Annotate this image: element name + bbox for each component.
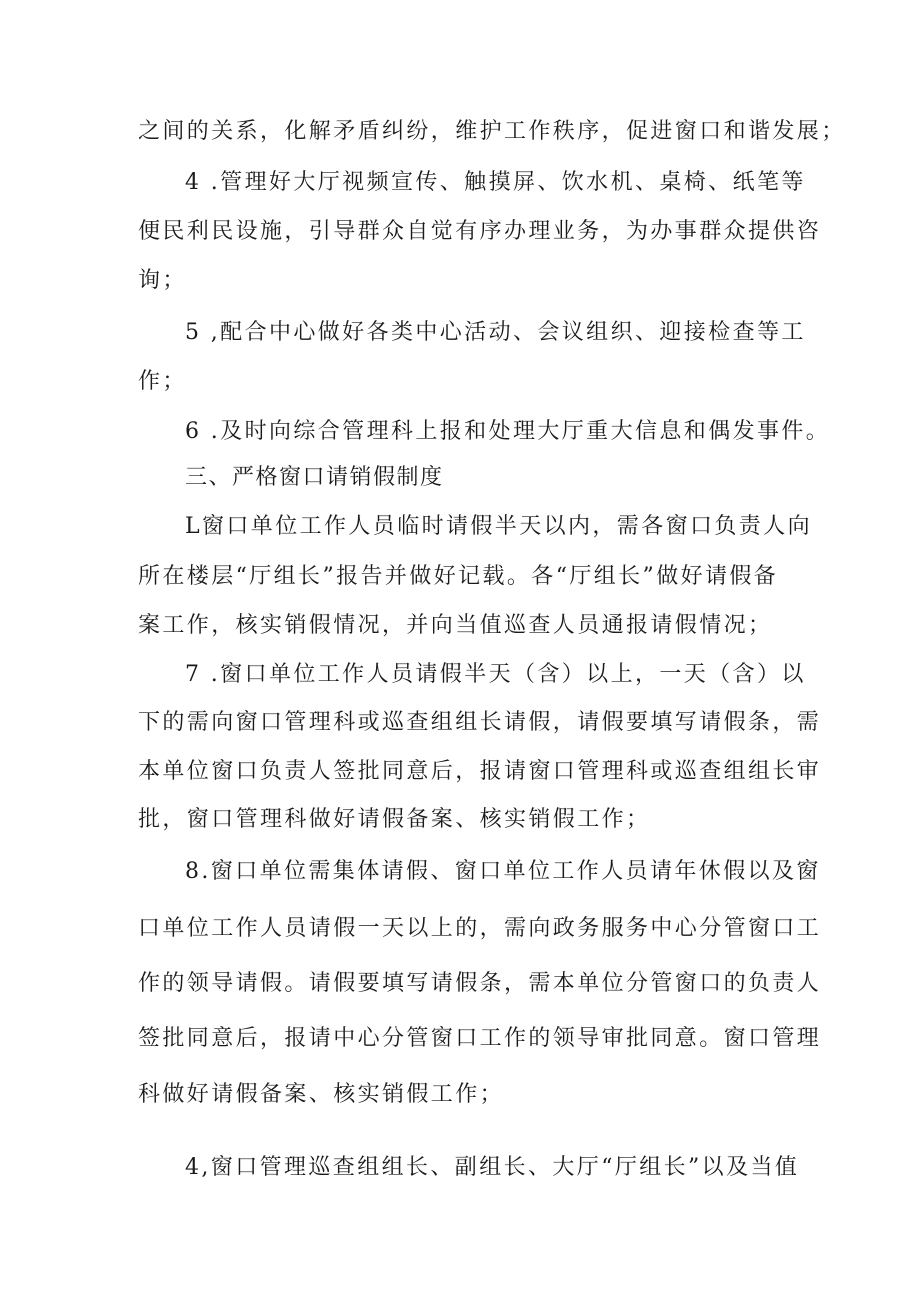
paragraph-line: 4 .管理好大厅视频宣传、触摸屏、饮水机、桌椅、纸笔等 [185,170,806,195]
paragraph-line: 本单位窗口负责人签批同意后，报请窗口管理科或巡查组组长审 [138,759,822,784]
paragraph-line: 6 .及时向综合管理科上报和处理大厅重大信息和偶发事件。 [185,419,831,444]
paragraph-line: 之间的关系，化解矛盾纠纷，维护工作秩序，促进窗口和谐发展； [138,119,846,144]
paragraph-line: 口单位工作人员请假一天以上的，需向政务服务中心分管窗口工 [138,916,822,941]
paragraph-line: 询； [138,268,187,293]
paragraph-line: 批，窗口管理科做好请假备案、核实销假工作； [138,807,651,832]
paragraph-line: 签批同意后，报请中心分管窗口工作的领导审批同意。窗口管理 [138,1026,822,1051]
paragraph-line: 7 .窗口单位工作人员请假半天（含）以上，一天（含）以 [185,662,806,687]
paragraph-line: L窗口单位工作人员临时请假半天以内，需各窗口负责人向 [185,514,813,539]
paragraph-line: 作； [138,369,187,394]
section-heading: 三、严格窗口请销假制度 [185,465,444,490]
paragraph-line: 案工作，核实销假情况，并向当值巡查人员通报请假情况； [138,613,773,638]
paragraph-line: 5 ,配合中心做好各类中心活动、会议组织、迎接检查等工 [185,320,806,345]
paragraph-line: 科做好请假备案、核实销假工作； [138,1082,505,1107]
paragraph-line: 所在楼层“厅组长”报告并做好记载。各“厅组长”做好请假备 [138,564,779,589]
paragraph-line: 下的需向窗口管理科或巡查组组长请假，请假要填写请假条，需 [138,710,822,735]
paragraph-line: 8.窗口单位需集体请假、窗口单位工作人员请年休假以及窗 [185,859,821,884]
paragraph-line: 作的领导请假。请假要填写请假条，需本单位分管窗口的负责人 [138,971,822,996]
paragraph-line: 4,窗口管理巡查组组长、副组长、大厅“厅组长”以及当值 [185,1155,800,1180]
paragraph-line: 便民利民设施，引导群众自觉有序办理业务，为办事群众提供咨 [138,219,822,244]
